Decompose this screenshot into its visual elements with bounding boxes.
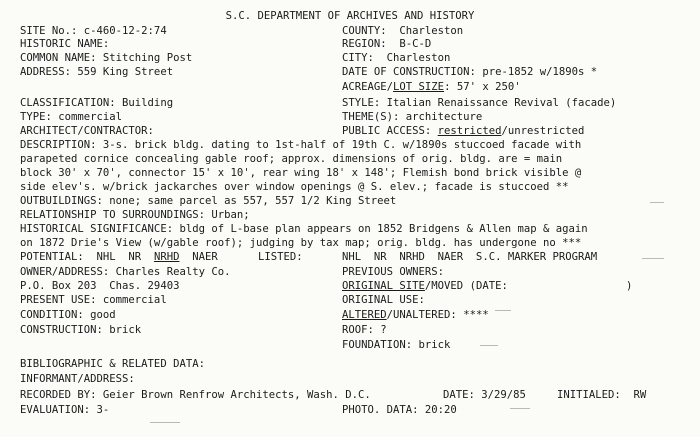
- potential-nrhd: NRHD: [153, 251, 180, 263]
- initialed: INITIALED: RW: [557, 389, 647, 401]
- themes: THEME(S): architecture: [342, 111, 483, 123]
- date-of-construction: DATE OF CONSTRUCTION: pre-1852 w/1890s *: [342, 66, 598, 78]
- present-use: PRESENT USE: commercial: [20, 294, 167, 306]
- address: ADDRESS: 559 King Street: [20, 66, 174, 78]
- public-access: [342, 125, 584, 137]
- original-site: [342, 280, 508, 292]
- listed-label: LISTED:: [258, 251, 303, 263]
- county: COUNTY: Charleston: [342, 25, 464, 37]
- previous-owners: PREVIOUS OWNERS:: [342, 266, 445, 278]
- potential-naer: NAER: [179, 251, 218, 263]
- scan-speck: [650, 202, 664, 203]
- type: TYPE: commercial: [20, 111, 123, 123]
- public-access-unrestricted: /unrestricted: [501, 125, 585, 137]
- common-name: COMMON NAME: Stitching Post: [20, 52, 193, 64]
- description-line-1: DESCRIPTION: 3-s. brick bldg. dating to 1st-half of 19th C. w/1890s stuccoed facade with: [20, 139, 582, 151]
- classification: CLASSIFICATION: Building: [20, 97, 174, 109]
- scan-speck: [480, 345, 498, 346]
- historical-significance-line-1: HISTORICAL SIGNIFICANCE: bldg of L-base plan appears on 1852 Bridgens & Allen map & again: [20, 223, 588, 235]
- architect-contractor: ARCHITECT/CONTRACTOR:: [20, 125, 154, 137]
- evaluation: EVALUATION: 3-: [20, 404, 110, 416]
- style: STYLE: Italian Renaissance Revival (facade): [342, 97, 617, 109]
- photo-data: PHOTO. DATA: 20:20: [342, 404, 457, 416]
- lot-size-value: : 57' x 250': [444, 81, 521, 93]
- unaltered-label: /UNALTERED: ****: [386, 309, 489, 321]
- description-line-3: block 30' x 70', connector 15' x 10', rear wing 18' x 148'; Flemish bond brick visible @: [20, 167, 582, 179]
- region: REGION: B-C-D: [342, 38, 432, 50]
- condition: CONDITION: good: [20, 309, 116, 321]
- recorded-by: RECORDED BY: Geier Brown Renfrow Architects, Wash. D.C.: [20, 389, 371, 401]
- construction: CONSTRUCTION: brick: [20, 324, 142, 336]
- historic-name: HISTORIC NAME:: [20, 38, 110, 50]
- description-line-2: parapeted cornice concealing gable roof; approx. dimensions of orig. bldg. are = main: [20, 153, 563, 165]
- original-site-label: ORIGINAL SITE: [342, 280, 425, 292]
- acreage-prefix: ACREAGE/: [342, 81, 394, 93]
- foundation: FOUNDATION: brick: [342, 339, 451, 351]
- outbuildings: OUTBUILDINGS: none; same parcel as 557, 557 1/2 King Street: [20, 195, 397, 207]
- scan-speck: [495, 310, 511, 311]
- potential: [20, 251, 218, 263]
- public-access-restricted: restricted: [437, 125, 502, 137]
- form-header: S.C. DEPARTMENT OF ARCHIVES AND HISTORY: [225, 10, 475, 22]
- city: CITY: Charleston: [342, 52, 451, 64]
- scan-speck: [510, 408, 530, 409]
- informant-address: INFORMANT/ADDRESS:: [20, 373, 135, 385]
- listed-options: NHL NR NRHD NAER S.C. MARKER PROGRAM: [342, 251, 598, 263]
- original-use: ORIGINAL USE:: [342, 294, 425, 306]
- scan-speck: [150, 422, 180, 423]
- altered-unaltered: [342, 309, 489, 321]
- scan-speck: [642, 258, 664, 259]
- record-date: DATE: 3/29/85: [443, 389, 526, 401]
- site-number: SITE No.: c-460-12-2:74: [20, 25, 167, 37]
- relationship-to-surroundings: RELATIONSHIP TO SURROUNDINGS: Urban;: [20, 209, 250, 221]
- roof: ROOF: ?: [342, 324, 387, 336]
- moved-date-close: ): [626, 280, 633, 292]
- owner-address: OWNER/ADDRESS: Charles Realty Co.: [20, 266, 231, 278]
- historical-significance-line-2: on 1872 Drie's View (w/gable roof); judging by tax map; orig. bldg. has undergone no ***: [20, 237, 582, 249]
- bibliographic-data: BIBLIOGRAPHIC & RELATED DATA:: [20, 358, 205, 370]
- public-access-label: PUBLIC ACCESS:: [342, 125, 438, 137]
- description-line-4: side elev's. w/brick jackarches over window openings @ S. elev.; facade is stuccoed **: [20, 181, 569, 193]
- moved-date-label: /MOVED (DATE:: [424, 280, 508, 292]
- potential-prefix: POTENTIAL: NHL NR: [20, 251, 154, 263]
- altered-label: ALTERED: [342, 309, 387, 321]
- acreage-lot-size: [342, 81, 521, 93]
- lot-size-label: LOT SIZE: [393, 81, 445, 93]
- owner-po-box: P.O. Box 203 Chas. 29403: [20, 280, 180, 292]
